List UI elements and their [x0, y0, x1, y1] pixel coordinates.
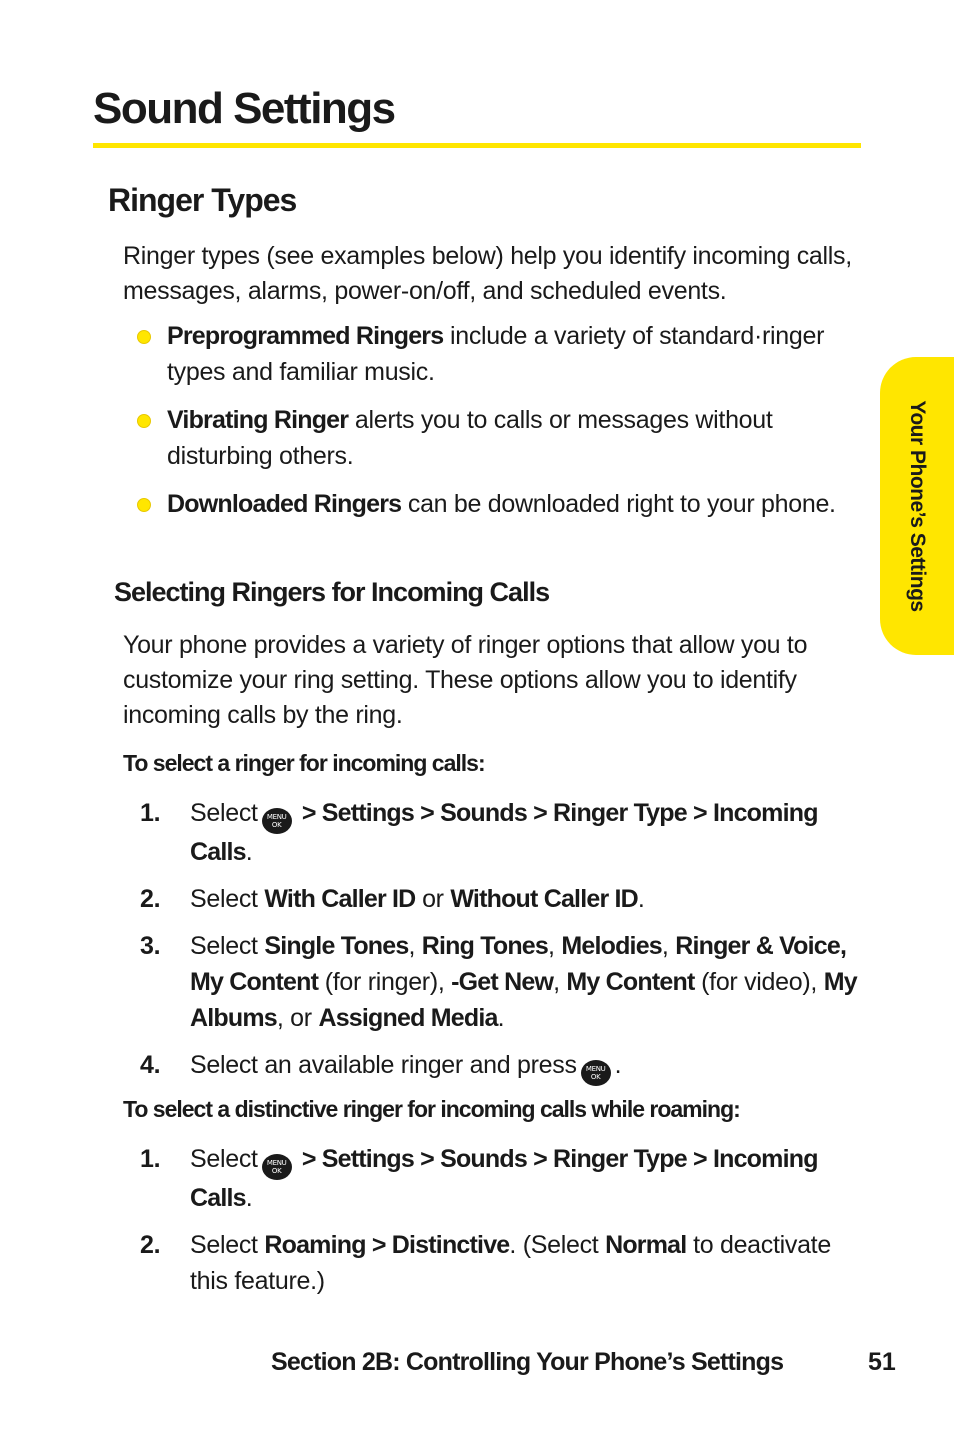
step-text: or: [415, 885, 451, 913]
procedure-heading: To select a ringer for incoming calls:: [123, 750, 485, 776]
bullet-icon: [137, 414, 151, 428]
step-text: (for video),: [694, 968, 824, 996]
step-text: .: [637, 885, 645, 913]
step-text: to deactivate this feature.): [190, 1231, 831, 1295]
ok-key-label: OK: [271, 1167, 282, 1175]
ringer-type-list: [135, 318, 865, 534]
menu-path: > Settings > Sounds > Ringer Type > Incoming Calls: [190, 799, 818, 866]
bullet-term: Vibrating Ringer: [167, 406, 349, 434]
step: [140, 928, 860, 1036]
menu-ok-key-icon: [581, 1060, 611, 1086]
bullet-text: can be downloaded right to your phone.: [401, 490, 836, 518]
step-text: Select: [190, 1231, 265, 1259]
bullet-icon: [137, 330, 151, 344]
title-rule: [93, 143, 861, 148]
step-text: Select: [190, 799, 258, 827]
bullet-text: include a variety of standard·ringer types and familiar music.: [167, 322, 825, 386]
option-name: Single Tones: [264, 932, 409, 960]
step-text: Select: [190, 1145, 258, 1173]
procedure-steps: [140, 795, 860, 1097]
step: [140, 795, 860, 870]
procedure-steps: [140, 1141, 860, 1310]
list-item: [135, 402, 865, 474]
menu-path: > Settings > Sounds > Ringer Type > Incoming Calls: [190, 1145, 818, 1212]
step-number: 1.: [140, 799, 161, 827]
option-name: Without Caller ID: [450, 885, 638, 913]
menu-key-label: MENU: [266, 813, 287, 821]
sub-heading: Selecting Ringers for Incoming Calls: [114, 577, 550, 607]
bullet-term: Preprogrammed Ringers: [167, 322, 444, 350]
option-name: With Caller ID: [264, 885, 416, 913]
step-number: 2.: [140, 1231, 161, 1259]
step: [140, 1227, 860, 1299]
menu-key-label: MENU: [585, 1065, 606, 1073]
step: [140, 881, 860, 917]
step-text: Select: [190, 885, 265, 913]
option-name: Roaming > Distinctive: [264, 1231, 510, 1259]
menu-ok-key-icon: [262, 1154, 292, 1180]
option-name: Melodies: [561, 932, 662, 960]
footer-section-title: Section 2B: Controlling Your Phone’s Settings: [271, 1348, 784, 1376]
step-number: 1.: [140, 1145, 161, 1173]
option-name: Ringer & Voice, My Content: [190, 932, 847, 996]
option-name: -Get New: [451, 968, 554, 996]
step-text: (for ringer),: [318, 968, 452, 996]
step-text: .: [245, 838, 253, 866]
list-item: [135, 318, 865, 390]
side-tab-label: Your Phone’s Settings: [906, 400, 929, 612]
bullet-text: alerts you to calls or messages without disturbing others.: [167, 406, 773, 470]
ringer-options-paragraph: Your phone provides a variety of ringer options that allow you to customize your ring setting. These options allow you to identify incoming calls by the ring.: [123, 631, 808, 729]
step-text: ,: [408, 932, 422, 960]
step-text: Select: [190, 932, 265, 960]
step-text: , or: [276, 1004, 319, 1032]
step-number: 4.: [140, 1051, 161, 1079]
step-text: .: [245, 1184, 253, 1212]
bullet-icon: [137, 498, 151, 512]
option-name: My Content: [566, 968, 695, 996]
ok-key-label: OK: [590, 1073, 601, 1081]
step: [140, 1141, 860, 1216]
page-title: Sound Settings: [93, 84, 395, 133]
procedure-heading: To select a distinctive ringer for incoming calls while roaming:: [123, 1096, 740, 1122]
ok-key-label: OK: [271, 821, 282, 829]
page-number: 51: [868, 1348, 896, 1376]
section-heading: Ringer Types: [108, 182, 297, 218]
option-name: My Albums: [190, 968, 857, 1032]
step-text: ,: [553, 968, 567, 996]
bullet-term: Downloaded Ringers: [167, 490, 402, 518]
option-name: Ring Tones: [421, 932, 549, 960]
menu-key-label: MENU: [266, 1159, 287, 1167]
option-name: Assigned Media: [318, 1004, 498, 1032]
step-text: ,: [548, 932, 562, 960]
step-text: Select an available ringer and press: [190, 1051, 577, 1079]
menu-ok-key-icon: [262, 808, 292, 834]
step-text: .: [497, 1004, 505, 1032]
step-text: .: [614, 1051, 622, 1079]
step-text: . (Select: [509, 1231, 606, 1259]
section-side-tab: [880, 357, 954, 655]
step-text: ,: [661, 932, 676, 960]
step: [140, 1047, 860, 1086]
step-number: 3.: [140, 932, 161, 960]
list-item: [135, 486, 865, 522]
step-number: 2.: [140, 885, 161, 913]
option-name: Normal: [605, 1231, 687, 1259]
intro-paragraph: Ringer types (see examples below) help you identify incoming calls, messages, alarms, power-on/off, and scheduled events.: [123, 242, 852, 305]
